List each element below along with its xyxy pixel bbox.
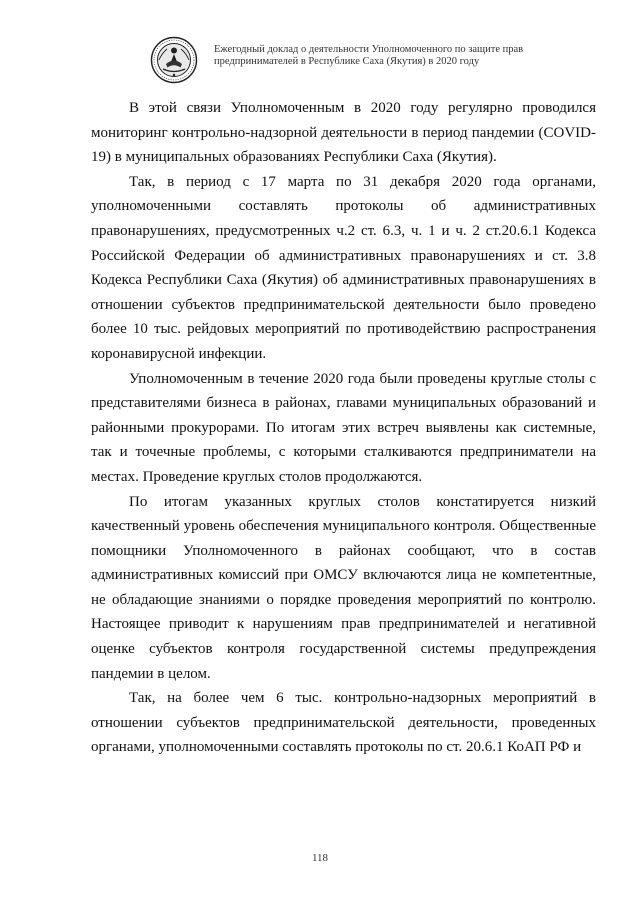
header-line-2: предпринимателей в Республике Саха (Якутия) в 2020 году xyxy=(214,56,480,67)
coat-of-arms-emblem-icon xyxy=(150,36,198,84)
page-number: 118 xyxy=(311,852,329,864)
document-body xyxy=(91,96,596,760)
page-header xyxy=(150,36,570,88)
paragraph-5: Так, на более чем 6 тыс. контрольно-надзорных мероприятий в отношении субъектов предпринимательской деятельности, проведенных органами, уполномоченными составлять протоколы по ст. 20.6.1 КоАП РФ и xyxy=(91,690,596,756)
paragraph-1: В этой связи Уполномоченным в 2020 году регулярно проводился мониторинг контрольно-надзорной деятельности в период пандемии (COVID-19) в муниципальных образованиях Республики Саха (Якутия). xyxy=(91,100,596,166)
paragraph-2: Так, в период с 17 марта по 31 декабря 2020 года органами, уполномоченными составлять протоколы об административных правонарушениях, предусмотренных ч.2 ст. 6.3, ч. 1 и ч. 2 ст.20.6.1 Кодекса Российской Федерации об административных правонарушениях и ст. 3.8 Кодекса Республики Саха (Якутия) об административных правонарушениях в отношении субъектов предпринимательской деятельности было проведено более 10 тыс. рейдовых мероприятий по противодействию распространения коронавирусной инфекции. xyxy=(91,173,596,362)
paragraph-4: По итогам указанных круглых столов констатируется низкий качественный уровень обеспечения муниципального контроля. Общественные помощники Уполномоченного в районах сообщают, что в состав административных комиссий при ОМСУ включаются лица не компетентные, не обладающие знаниями о порядке проведения мероприятий по контролю. Настоящее приводит к нарушениям прав предпринимателей и негативной оценке субъектов контроля государственной системы предупреждения пандемии в целом. xyxy=(91,493,596,682)
paragraph-3: Уполномоченным в течение 2020 года были проведены круглые столы с представителями бизнеса в районах, главами муниципальных образований и районными прокурорами. По итогам этих встреч выявлены как системные, так и точечные проблемы, с которыми сталкиваются предприниматели на местах. Проведение круглых столов продолжаются. xyxy=(91,370,596,485)
header-line-1: Ежегодный доклад о деятельности Уполномоченного по защите прав xyxy=(214,44,524,55)
header-text xyxy=(214,44,523,68)
